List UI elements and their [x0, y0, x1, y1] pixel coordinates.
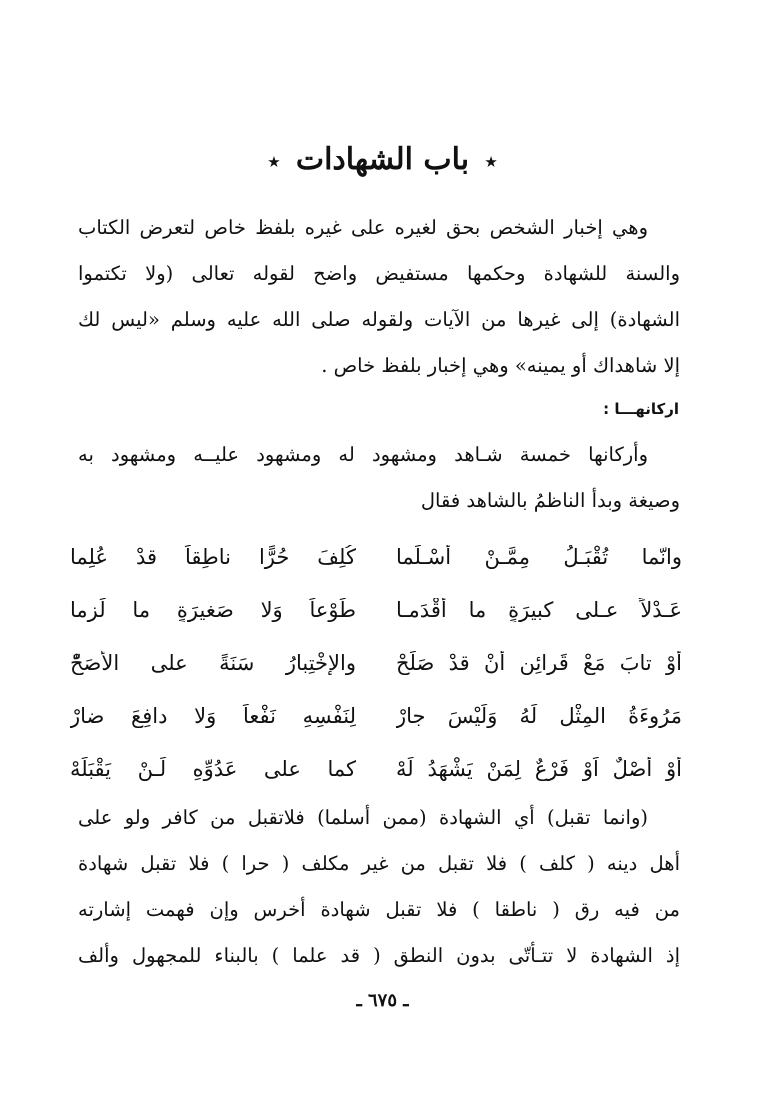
verse-second-hemistich: كما على عَدُوِّهِ لَـنْ يَقْبَلَهْ	[70, 756, 356, 781]
section-heading: اركانهـــا :	[603, 400, 679, 418]
pillars-line: وأركانها خمسة شـاهد ومشهود له ومشهود عليــه ومشهود به	[78, 443, 648, 466]
verse-line	[70, 689, 682, 742]
verse-line	[70, 530, 682, 583]
page-number: ـ ٦٧٥ ـ	[356, 990, 409, 1011]
commentary-line: (وانما تقبل) أي الشهادة (ممن أسلما) فلاتقبل من كافر ولو على	[78, 806, 648, 829]
chapter-title-text: باب الشهادات	[295, 142, 470, 177]
chapter-title	[0, 138, 765, 183]
intro-paragraph	[78, 205, 680, 389]
intro-line: والسنة للشهادة وحكمها مستفيض واضح لقوله تعالى (ولا تكتموا	[78, 262, 680, 285]
commentary-line: إذ الشهادة لا تتـأتّى بدون النطق ( قد علما ) بالبناء للمجهول وألف	[78, 944, 680, 967]
verse-first-hemistich: مَرُوءَةُ المِثْلِ لَهُ وَلَيْسَ جارْ	[396, 703, 682, 728]
verse-first-hemistich: عَـدْلاً عـلى كبيرَةٍ ما أَقْدَمـا	[396, 597, 682, 622]
verse-second-hemistich: والإِخْتِبارُ سَنَةً على الأَصَحّْ	[70, 650, 356, 675]
verse-line	[70, 742, 682, 795]
intro-line: الشهادة) إلى غيرها من الآيات ولقوله صلى الله عليه وسلم «ليس لك	[78, 308, 680, 331]
verse-second-hemistich: لِنَفْسِهِ نَفْعاً وَلا دافِعَ ضارْ	[70, 703, 356, 728]
pillars-paragraph	[78, 432, 680, 524]
pillars-line: وصيغة وبدأ الناظمُ بالشاهد فقال	[420, 489, 680, 512]
verse-first-hemistich: أَوْ أَصْلٌ اَوْ فَرْعٌ لِمَنْ يَشْهَدُ لَهْ	[396, 756, 682, 781]
commentary-paragraph	[78, 795, 680, 979]
verse-second-hemistich: كُلِفَ حُرًّا ناطِقاً قدْ عُلِما	[70, 544, 356, 569]
poem-verses	[70, 530, 682, 795]
verse-first-hemistich: وانّما تُقْبَـلُ مِمَّـنْ أَسْـلَما	[396, 544, 682, 569]
verse-line	[70, 636, 682, 689]
verse-line	[70, 583, 682, 636]
title-star-left: ٭	[268, 149, 280, 173]
title-star-right: ٭	[485, 149, 497, 173]
verse-second-hemistich: طَوْعاً وَلا صَغيرَةٍ ما لَزِما	[70, 597, 356, 622]
intro-line: إلا شاهداك أو يمينه» وهي إخبار بلفظ خاص .	[321, 354, 680, 377]
commentary-line: أهل دينه ( كلف ) فلا تقبل من غير مكلف ( حرا ) فلا تقبل شهادة	[78, 852, 680, 875]
verse-first-hemistich: أَوْ تابَ مَعْ قَرائِنٍ أَنْ قدْ صَلَحْ	[396, 650, 682, 675]
commentary-line: من فيه رق ( ناطقا ) فلا تقبل شهادة أخرس وإن فهمت إشارته	[78, 898, 680, 921]
intro-line: وهي إخبار الشخص بحق لغيره على غيره بلفظ خاص لتعرض الكتاب	[78, 216, 648, 239]
